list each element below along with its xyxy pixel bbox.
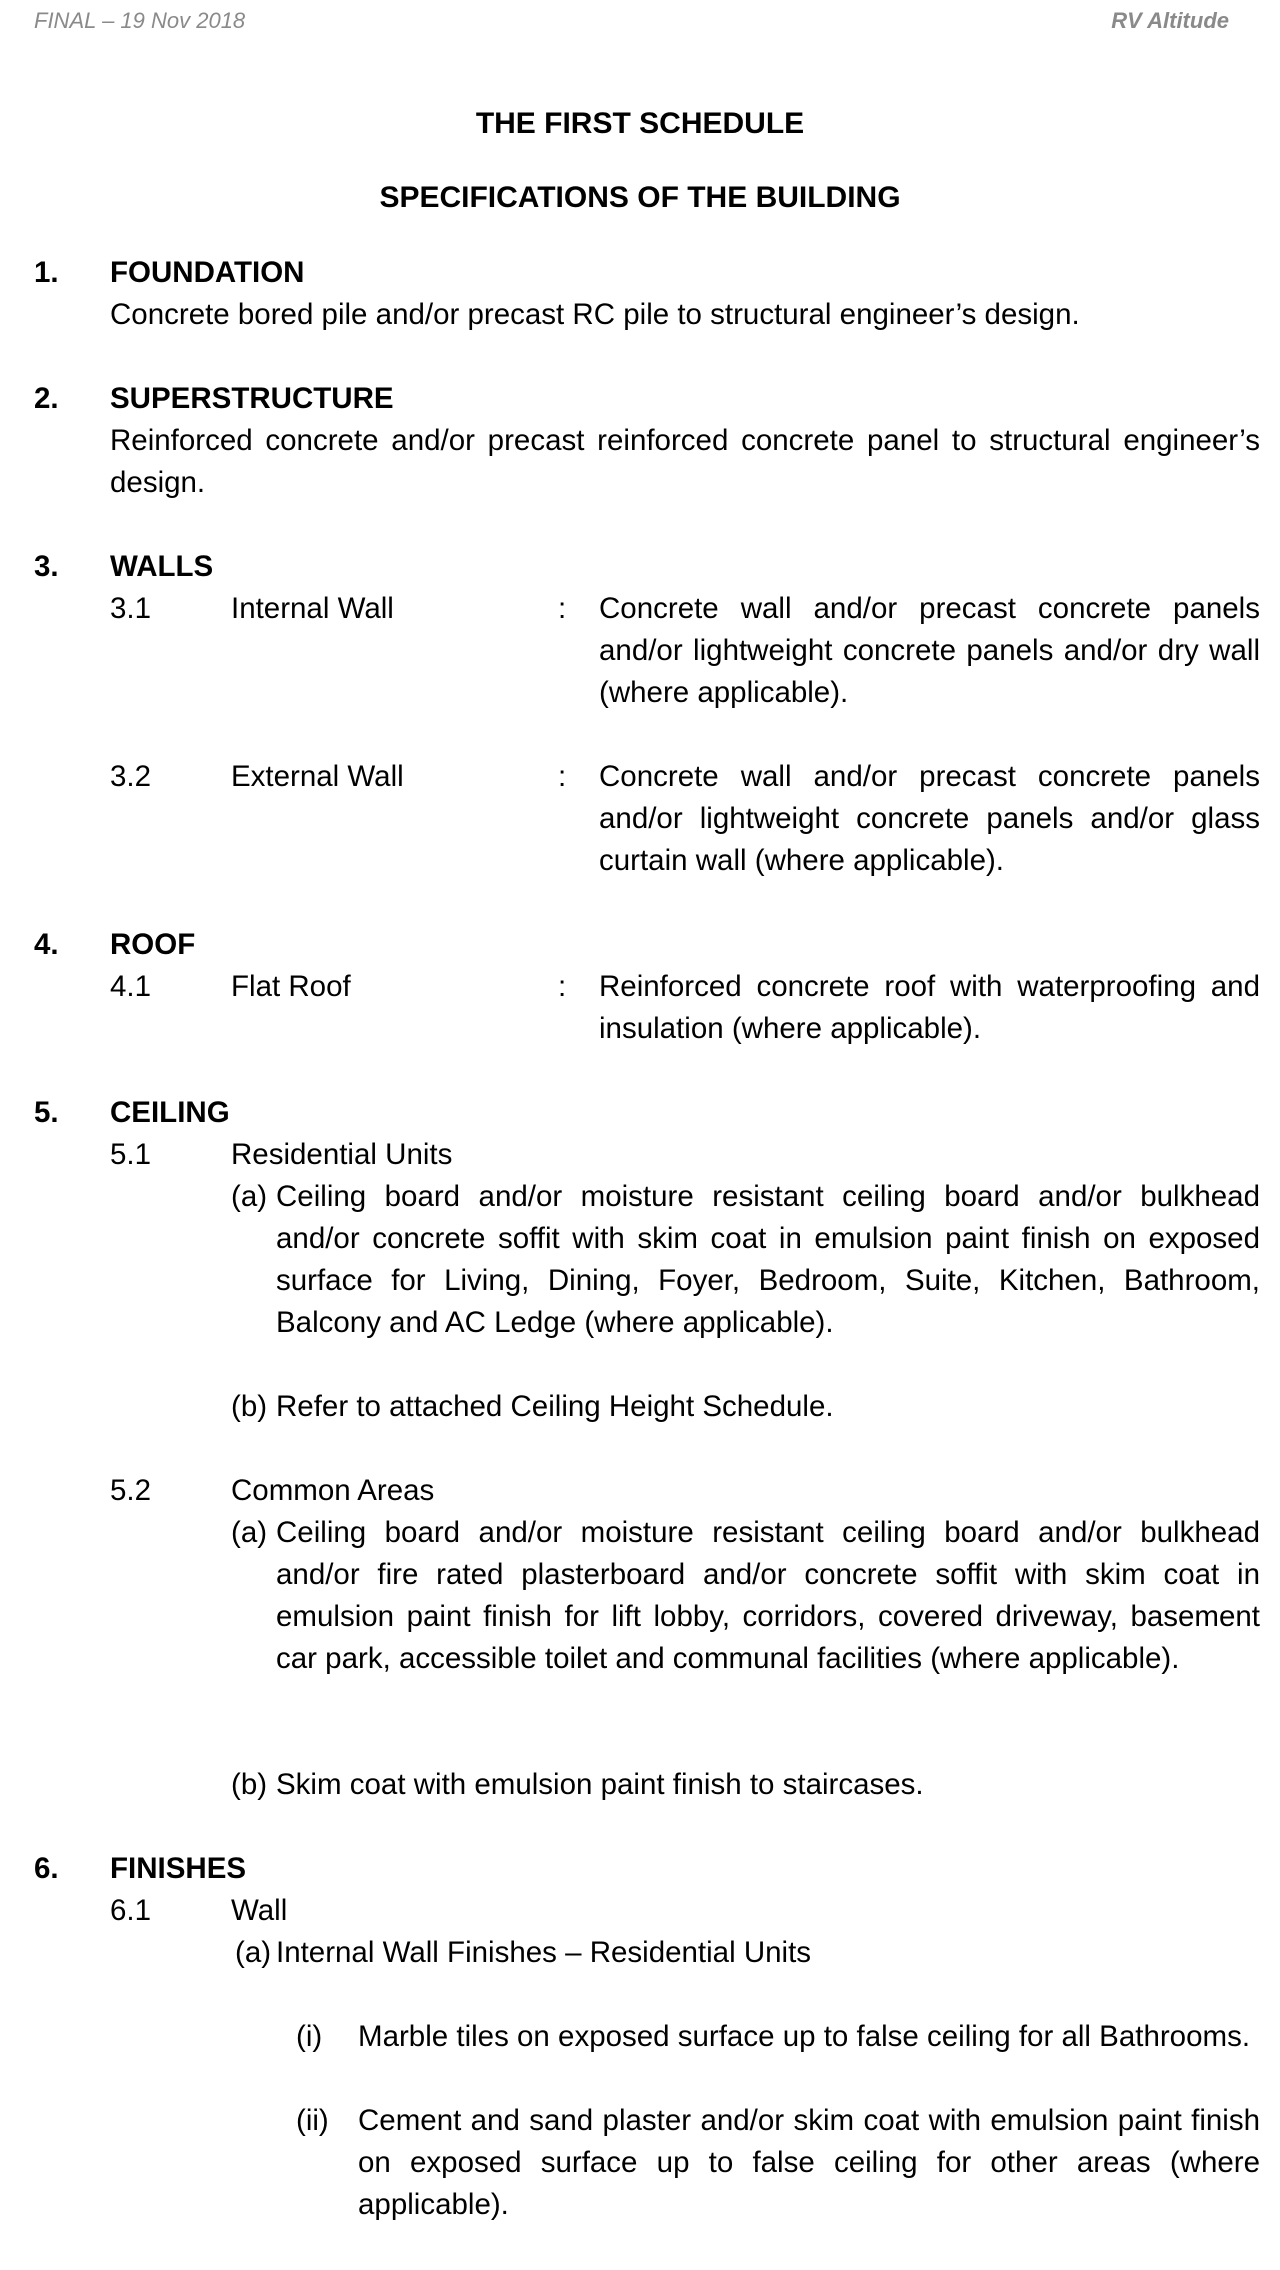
other-areas-plaster-text: Cement and sand plaster and/or skim coat with emulsion paint finish on exposed surface up to false ceiling for other areas (where applicable). xyxy=(358,2104,1260,2221)
bathroom-marble-text: Marble tiles on exposed surface up to false ceiling for all Bathrooms. xyxy=(358,2020,1251,2053)
item-number: 5.1 xyxy=(110,1138,152,1171)
internal-wall-text: Concrete wall and/or precast concrete panels and/or lightweight concrete panels and/or dry wall (where applicable). xyxy=(599,592,1260,709)
sub-item-marker: (b) xyxy=(231,1390,268,1423)
sub-item-marker: (b) xyxy=(231,1768,268,1801)
sub-item-marker: (a) xyxy=(231,1180,268,1213)
sub-item-marker: (a) xyxy=(231,1516,268,1549)
foundation-text: Concrete bored pile and/or precast RC pile to structural engineer’s design. xyxy=(110,298,1080,331)
roman-marker: (i) xyxy=(296,2020,323,2053)
schedule-title: THE FIRST SCHEDULE xyxy=(475,107,805,140)
section-title-superstructure: SUPERSTRUCTURE xyxy=(110,382,394,415)
flat-roof-text: Reinforced concrete roof with waterproofing and insulation (where applicable). xyxy=(599,970,1260,1045)
roman-marker: (ii) xyxy=(296,2104,329,2137)
item-colon: : xyxy=(558,970,567,1003)
ceiling-height-reference: Refer to attached Ceiling Height Schedule. xyxy=(276,1390,834,1423)
item-label-internal-wall: Internal Wall xyxy=(231,592,394,625)
section-number: 1. xyxy=(34,256,59,289)
residential-ceiling-text: Ceiling board and/or moisture resistant ceiling board and/or bulkhead and/or concrete soffit with skim coat in emulsion paint finish on exposed surface for Living, Dining, Foyer, Bedroom, Suite, Kitchen, Bathroom, Balcony and AC Ledge (where applicable). xyxy=(276,1180,1260,1339)
sub-item-marker: (a) xyxy=(235,1936,272,1969)
item-colon: : xyxy=(558,592,567,625)
superstructure-text: Reinforced concrete and/or precast reinforced concrete panel to structural engineer’s design. xyxy=(110,424,1260,499)
section-number: 4. xyxy=(34,928,59,961)
section-title-roof: ROOF xyxy=(110,928,196,961)
item-label-wall: Wall xyxy=(231,1894,288,1927)
common-areas-ceiling-text: Ceiling board and/or moisture resistant ceiling board and/or bulkhead and/or fire rated plasterboard and/or concrete soffit with skim coat in emulsion paint finish for lift lobby, corridors, covered driveway, basement car park, accessible toilet and communal facilities (where applicable). xyxy=(276,1516,1260,1675)
section-number: 6. xyxy=(34,1852,59,1885)
item-colon: : xyxy=(558,760,567,793)
section-number: 3. xyxy=(34,550,59,583)
item-number: 5.2 xyxy=(110,1474,152,1507)
specifications-title: SPECIFICATIONS OF THE BUILDING xyxy=(379,181,901,214)
section-title-finishes: FINISHES xyxy=(110,1852,247,1885)
staircase-finish-text: Skim coat with emulsion paint finish to staircases. xyxy=(276,1768,924,1801)
item-label-common-areas: Common Areas xyxy=(231,1474,435,1507)
section-title-ceiling: CEILING xyxy=(110,1096,230,1129)
item-number: 3.1 xyxy=(110,592,152,625)
item-number: 4.1 xyxy=(110,970,152,1003)
section-number: 5. xyxy=(34,1096,59,1129)
section-title-walls: WALLS xyxy=(110,550,214,583)
item-label-flat-roof: Flat Roof xyxy=(231,970,351,1003)
internal-wall-finishes-heading: Internal Wall Finishes – Residential Units xyxy=(276,1936,812,1969)
header-draft-date: FINAL – 19 Nov 2018 xyxy=(34,8,246,33)
item-label-external-wall: External Wall xyxy=(231,760,404,793)
section-number: 2. xyxy=(34,382,59,415)
external-wall-text: Concrete wall and/or precast concrete panels and/or lightweight concrete panels and/or glass curtain wall (where applicable). xyxy=(599,760,1260,877)
item-number: 6.1 xyxy=(110,1894,152,1927)
item-number: 3.2 xyxy=(110,760,152,793)
item-label-residential-units: Residential Units xyxy=(231,1138,453,1171)
header-project-name: RV Altitude xyxy=(1111,8,1229,33)
section-title-foundation: FOUNDATION xyxy=(110,256,305,289)
